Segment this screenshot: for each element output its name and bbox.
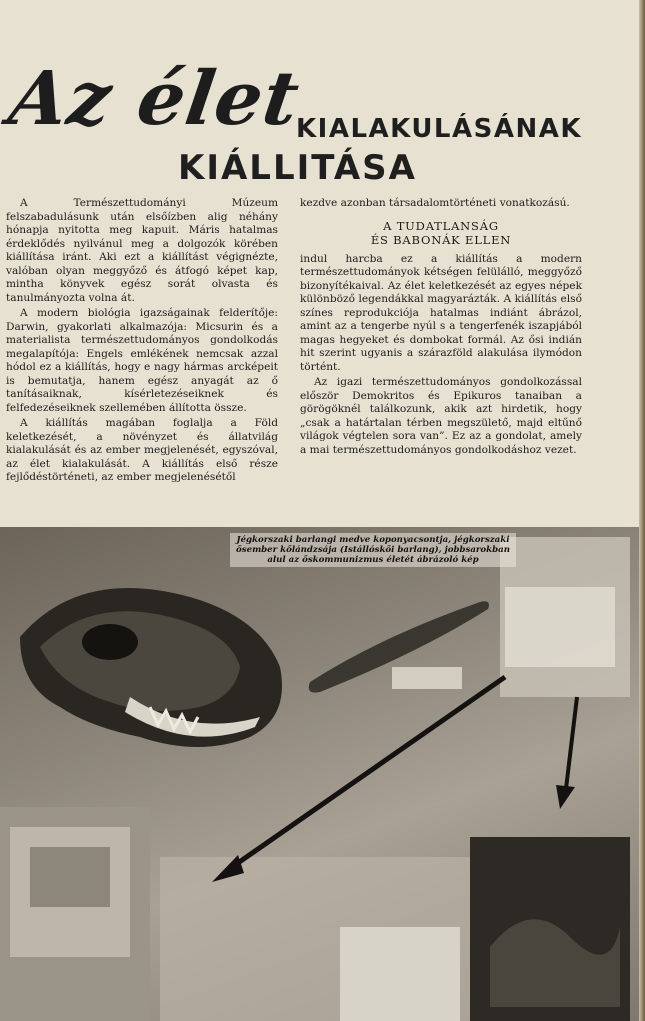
left-paragraph-2: A modern biológia igazságainak felderítője: Darwin, gyakorlati alkalmazója: Micsurin és a materialista természettudományos gondolkodás megalapítója: Engels emlékének nemcsak azzal hódol ez a kiállítás, hogy e nagy hármas arcképeit is bemutatja, hanem egész anyagát az ő tanításaiknak, kísérletezéseiknek és felfedezéseiknek szellemében állította össze. (6, 307, 278, 414)
subhead-line2: ÉS BABONÁK ELLEN (370, 232, 512, 247)
right-paragraph-3: Az igazi természettudományos gondolkozással először Demokritos és Epikuros tanaiban a görögöknél találkozunk, akik azt hirdetik, hogy „csak a határtalan térben megszülető, majd eltűnő világok végtelen sora van”. Ez az a gondolat, amely a mai természettudományos gondolkodáshoz vezet. (300, 376, 582, 456)
left-paragraph-3: A kiállítás magában foglalja a Föld keletkezését, a növényzet és állatvilág kialakulását és az ember megjelenését, egyszóval, az élet kialakulását. A kiállítás első része fejlődéstörténeti, az ember megjelenésétől (6, 417, 278, 483)
exhibit-photo-drawing (0, 527, 639, 1021)
subhead-line1: A TUDATLANSÁG (383, 218, 499, 233)
right-column (300, 197, 582, 459)
title-line2: KIALAKULÁSÁNAK (296, 114, 583, 144)
right-paragraph-2: indul harcba ez a kiállítás a modern természettudományok kétségen felülálló, meggyőző bizonyítékaival. Az élet keletkezését az egyes népek különböző legendákkal magyarázták. A kiállítás első színes reprodukciója hatalmas indiánt ábrázol, amint az a tengerbe nyúl s a tengerfenék iszapjából magas hegyeket és dombokat formál. Az ősi indián hit szerint ugyanis a szárazföld alakulása ilymódon történt. (300, 252, 582, 373)
page-edge (639, 0, 645, 1021)
title-line3: KIÁLLITÁSA (178, 148, 417, 188)
left-column (6, 197, 278, 487)
left-paragraph-1: A Természettudományi Múzeum felszabadulásunk után elsőízben alig néhány hónapja nyitotta meg kapuit. Máris hatalmas érdeklődés nyilvánul meg a dolgozók körében kiállítása iránt. Aki ezt a kiállítást végignézte, valóban olyan meggyőző és átfogó képet kap, mintha könyvek egész sorát olvasta és tanulmányozta volna át. (6, 197, 278, 304)
right-paragraph-1: kezdve azonban társadalomtörténeti vonatkozású. (300, 197, 570, 209)
title-script: Az élet (3, 56, 305, 142)
exhibit-photo (0, 527, 639, 1021)
photo-caption: Jégkorszaki barlangi medve koponyacsontja, jégkorszaki ősember kőlándzsája (Istállóskői barlang), jobbsarokban alul az őskommunizmus életét ábrázoló kép (230, 533, 516, 567)
section-subhead (300, 219, 582, 247)
